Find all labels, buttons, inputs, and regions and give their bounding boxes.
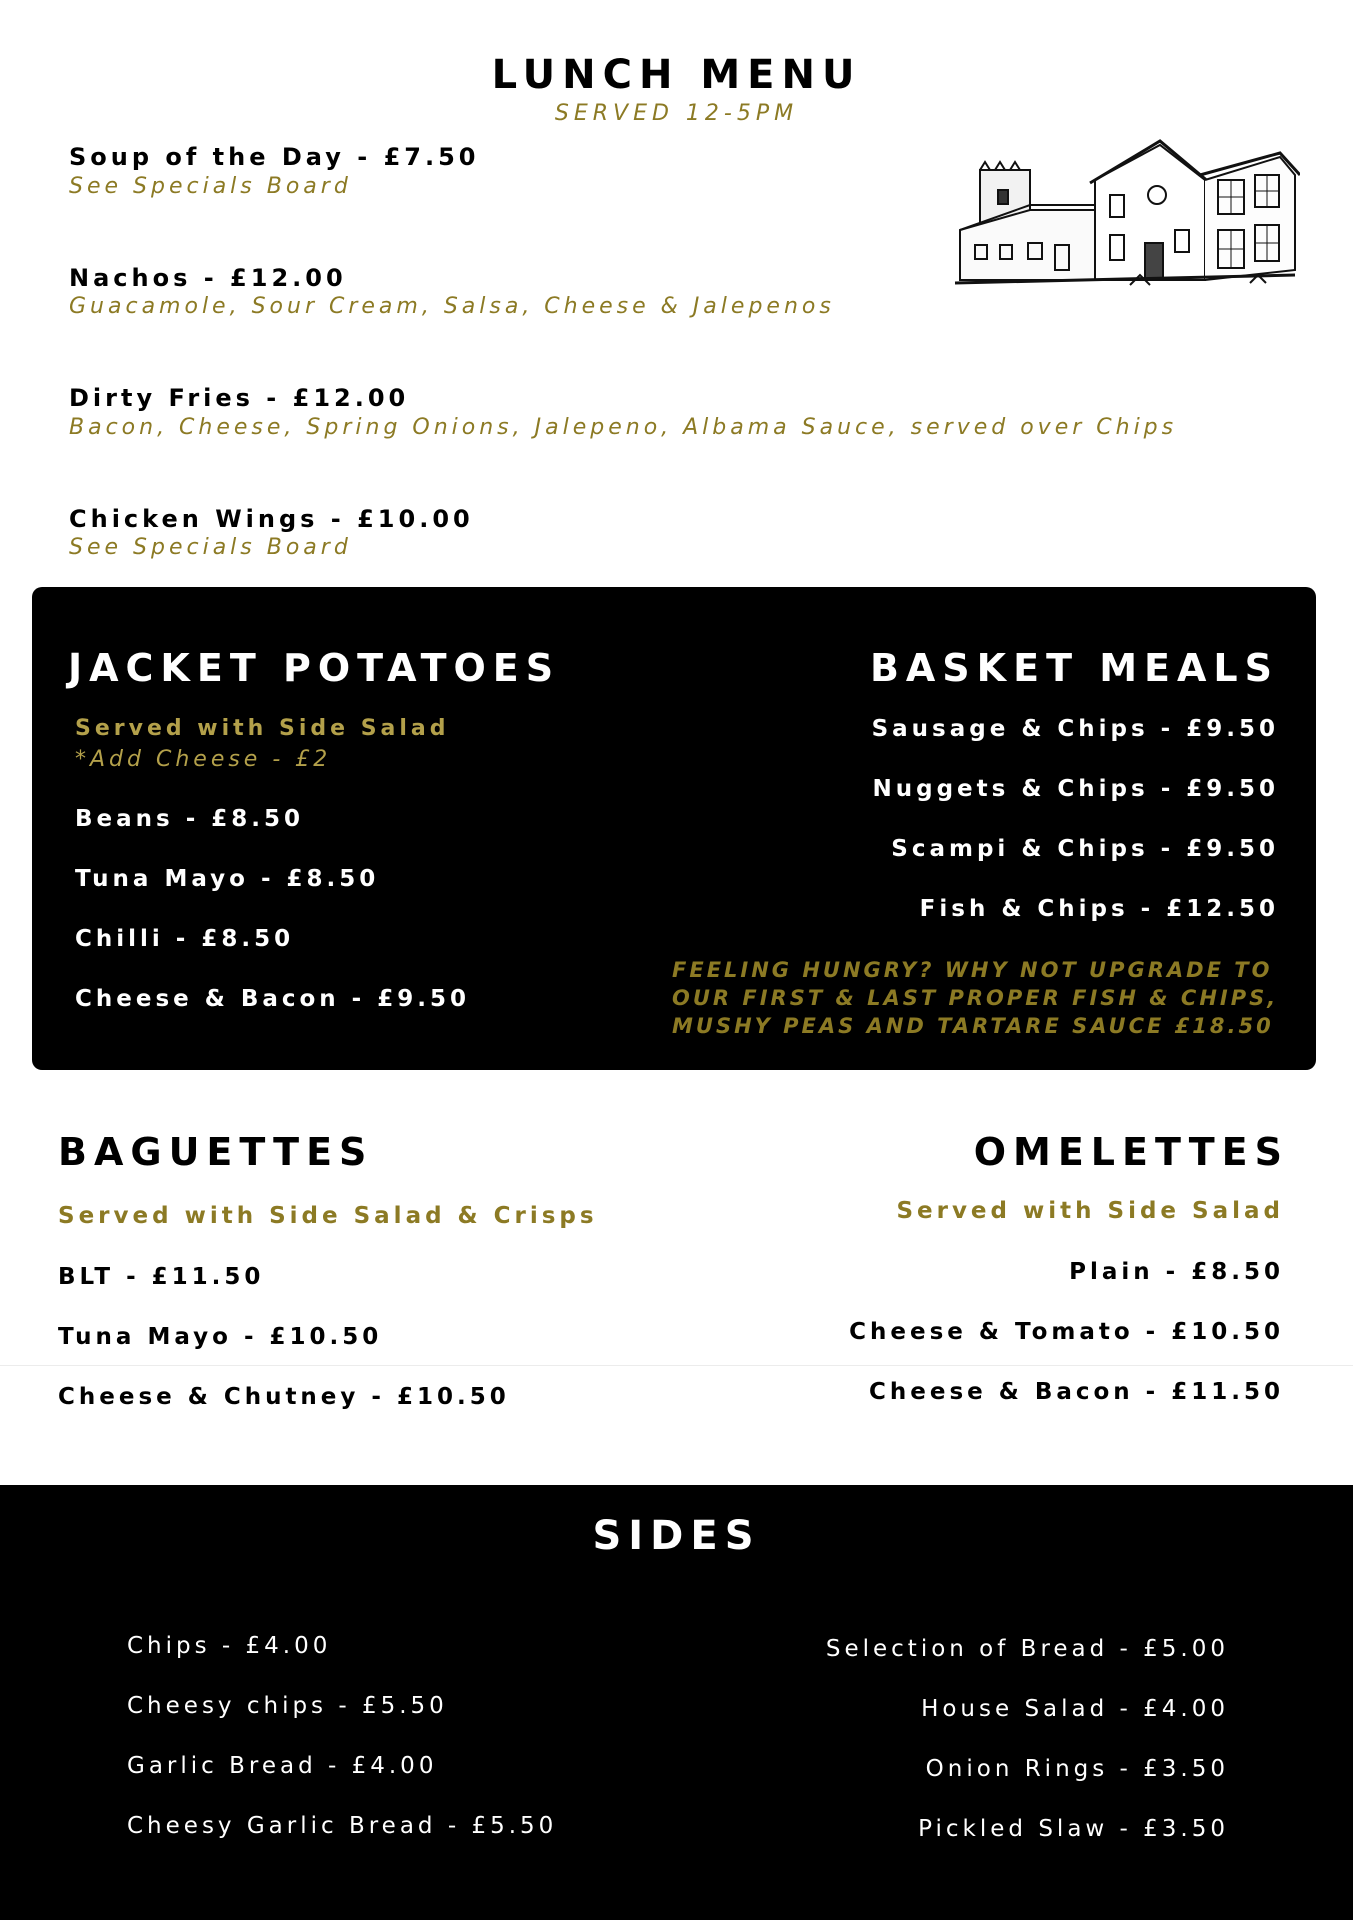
jacket-potatoes-extra: *Add Cheese - £2 <box>75 747 332 772</box>
upgrade-offer-line: MUSHY PEAS AND TARTARE SAUCE £18.50 <box>672 1014 1274 1038</box>
menu-title: LUNCH MENU <box>491 52 862 98</box>
jacket-potato-item: Chilli - £8.50 <box>75 926 295 952</box>
side-item: Cheesy Garlic Bread - £5.50 <box>127 1813 558 1839</box>
starter-name: Chicken Wings - £10.00 <box>69 505 474 533</box>
side-item: Chips - £4.00 <box>127 1633 332 1659</box>
baguette-item: Cheese & Chutney - £10.50 <box>58 1384 510 1410</box>
menu-subtitle: SERVED 12-5PM <box>554 101 799 126</box>
starter-name: Dirty Fries - £12.00 <box>69 384 410 412</box>
omelette-item: Plain - £8.50 <box>1069 1259 1284 1285</box>
jacket-potato-item: Cheese & Bacon - £9.50 <box>75 986 470 1012</box>
side-item: House Salad - £4.00 <box>921 1696 1229 1722</box>
upgrade-offer-line: OUR FIRST & LAST PROPER FISH & CHIPS, <box>672 986 1279 1010</box>
side-item: Selection of Bread - £5.00 <box>825 1636 1229 1662</box>
divider <box>0 1365 1353 1366</box>
side-item: Pickled Slaw - £3.50 <box>918 1816 1229 1842</box>
jacket-potatoes-note: Served with Side Salad <box>75 716 450 741</box>
jacket-potato-item: Tuna Mayo - £8.50 <box>75 866 380 892</box>
upgrade-offer-line: FEELING HUNGRY? WHY NOT UPGRADE TO <box>672 958 1273 982</box>
omelette-item: Cheese & Tomato - £10.50 <box>849 1319 1284 1345</box>
baguettes-note: Served with Side Salad & Crisps <box>58 1203 598 1229</box>
baguette-item: BLT - £11.50 <box>58 1264 265 1290</box>
basket-meal-item: Scampi & Chips - £9.50 <box>891 836 1279 862</box>
starter-name: Nachos - £12.00 <box>69 264 347 292</box>
basket-meal-item: Nuggets & Chips - £9.50 <box>872 776 1279 802</box>
baguettes-heading: BAGUETTES <box>58 1130 374 1174</box>
starter-name: Soup of the Day - £7.50 <box>69 143 480 171</box>
side-item: Cheesy chips - £5.50 <box>127 1693 448 1719</box>
omelette-item: Cheese & Bacon - £11.50 <box>869 1379 1284 1405</box>
starter-desc: Guacamole, Sour Cream, Salsa, Cheese & Jalepenos <box>69 294 835 319</box>
omelettes-note: Served with Side Salad <box>896 1198 1284 1224</box>
jacket-potatoes-heading: JACKET POTATOES <box>68 646 561 690</box>
starter-desc: See Specials Board <box>69 174 352 199</box>
basket-meals-heading: BASKET MEALS <box>869 646 1279 690</box>
baguette-item: Tuna Mayo - £10.50 <box>58 1324 383 1350</box>
jacket-potato-item: Beans - £8.50 <box>75 806 305 832</box>
sides-heading: SIDES <box>592 1513 761 1559</box>
omelettes-heading: OMELETTES <box>973 1130 1289 1174</box>
basket-meal-item: Fish & Chips - £12.50 <box>919 896 1279 922</box>
side-item: Garlic Bread - £4.00 <box>127 1753 438 1779</box>
side-item: Onion Rings - £3.50 <box>925 1756 1229 1782</box>
pub-illustration <box>950 135 1300 310</box>
starter-desc: See Specials Board <box>69 535 352 560</box>
basket-meal-item: Sausage & Chips - £9.50 <box>871 716 1279 742</box>
starter-desc: Bacon, Cheese, Spring Onions, Jalepeno, Albama Sauce, served over Chips <box>69 415 1178 440</box>
